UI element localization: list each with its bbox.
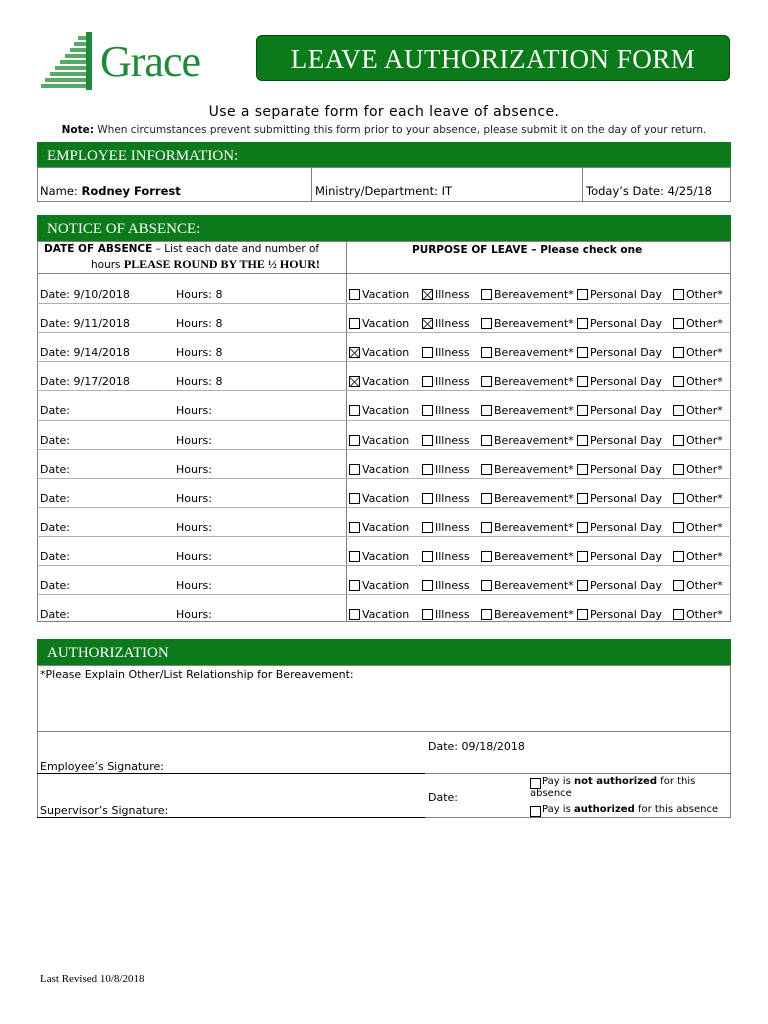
illness-checkbox[interactable] xyxy=(422,464,433,475)
vacation-checkbox[interactable] xyxy=(349,609,360,620)
bereavement-checkbox[interactable] xyxy=(481,493,492,504)
date-of-absence-heading: DATE OF ABSENCE – List each date and number of xyxy=(44,243,320,255)
other-checkbox[interactable] xyxy=(673,464,684,475)
illness-label: Illness xyxy=(435,608,470,621)
vacation-checkbox[interactable] xyxy=(349,347,360,358)
todays-date-value: 4/25/18 xyxy=(667,184,712,198)
vacation-label: Vacation xyxy=(362,492,410,505)
illness-checkbox[interactable] xyxy=(422,435,433,446)
absence-date-field[interactable]: Date: xyxy=(40,463,70,476)
absence-hours-field[interactable]: Hours: xyxy=(176,579,212,592)
form-title: LEAVE AUTHORIZATION FORM xyxy=(290,44,696,74)
other-label: Other* xyxy=(686,346,723,359)
absence-hours-field[interactable]: Hours: 8 xyxy=(176,288,223,301)
bereavement-label: Bereavement* xyxy=(494,404,574,417)
form-title-banner xyxy=(256,35,730,81)
absence-date-field[interactable]: Date: 9/14/2018 xyxy=(40,346,130,359)
vacation-checkbox[interactable] xyxy=(349,435,360,446)
vacation-checkbox[interactable] xyxy=(349,580,360,591)
illness-checkbox[interactable] xyxy=(422,551,433,562)
name-label: Name: xyxy=(40,184,78,198)
bereavement-checkbox[interactable] xyxy=(481,580,492,591)
department-label: Ministry/Department: xyxy=(315,184,442,198)
personal-day-label: Personal Day xyxy=(590,317,662,330)
absence-date-field[interactable]: Date: xyxy=(40,608,70,621)
other-label: Other* xyxy=(686,521,723,534)
bereavement-label: Bereavement* xyxy=(494,463,574,476)
bereavement-checkbox[interactable] xyxy=(481,609,492,620)
absence-date-field[interactable]: Date: xyxy=(40,404,70,417)
department-field[interactable] xyxy=(315,184,452,198)
illness-label: Illness xyxy=(435,404,470,417)
vacation-label: Vacation xyxy=(362,404,410,417)
vacation-label: Vacation xyxy=(362,550,410,563)
absence-date-field[interactable]: Date: 9/10/2018 xyxy=(40,288,130,301)
other-label: Other* xyxy=(686,375,723,388)
employee-date-field[interactable]: Date: 09/18/2018 xyxy=(428,740,525,753)
personal-day-checkbox[interactable] xyxy=(577,551,588,562)
illness-label: Illness xyxy=(435,492,470,505)
vacation-checkbox[interactable] xyxy=(349,289,360,300)
absence-date-field[interactable]: Date: 9/17/2018 xyxy=(40,375,130,388)
vacation-checkbox[interactable] xyxy=(349,522,360,533)
absence-hours-field[interactable]: Hours: xyxy=(176,434,212,447)
other-checkbox[interactable] xyxy=(673,347,684,358)
illness-checkbox[interactable] xyxy=(422,609,433,620)
illness-checkbox[interactable] xyxy=(422,289,433,300)
personal-day-label: Personal Day xyxy=(590,404,662,417)
department-value: IT xyxy=(441,184,453,198)
bereavement-label: Bereavement* xyxy=(494,550,574,563)
other-checkbox[interactable] xyxy=(673,289,684,300)
authorization-box xyxy=(37,665,731,818)
other-checkbox[interactable] xyxy=(673,435,684,446)
personal-day-checkbox[interactable] xyxy=(577,376,588,387)
personal-day-checkbox[interactable] xyxy=(577,609,588,620)
bereavement-checkbox[interactable] xyxy=(481,435,492,446)
bereavement-checkbox[interactable] xyxy=(481,318,492,329)
personal-day-checkbox[interactable] xyxy=(577,347,588,358)
other-label: Other* xyxy=(686,463,723,476)
absence-date-field[interactable]: Date: xyxy=(40,550,70,563)
vacation-label: Vacation xyxy=(362,346,410,359)
illness-label: Illness xyxy=(435,550,470,563)
bereavement-checkbox[interactable] xyxy=(481,551,492,562)
note-label: Note: xyxy=(61,124,94,136)
vacation-label: Vacation xyxy=(362,375,410,388)
personal-day-label: Personal Day xyxy=(590,463,662,476)
bereavement-label: Bereavement* xyxy=(494,375,574,388)
authorization-header: AUTHORIZATION xyxy=(37,639,731,665)
note xyxy=(0,124,768,136)
personal-day-label: Personal Day xyxy=(590,346,662,359)
absence-hours-field[interactable]: Hours: xyxy=(176,463,212,476)
bereavement-label: Bereavement* xyxy=(494,521,574,534)
other-label: Other* xyxy=(686,492,723,505)
illness-label: Illness xyxy=(435,288,470,301)
other-label: Other* xyxy=(686,608,723,621)
illness-checkbox[interactable] xyxy=(422,405,433,416)
other-label: Other* xyxy=(686,579,723,592)
subtitle: Use a separate form for each leave of absence. xyxy=(208,104,560,120)
bereavement-label: Bereavement* xyxy=(494,434,574,447)
vacation-checkbox[interactable] xyxy=(349,551,360,562)
other-checkbox[interactable] xyxy=(673,376,684,387)
other-checkbox[interactable] xyxy=(673,580,684,591)
absence-date-field[interactable]: Date: xyxy=(40,434,70,447)
name-field[interactable] xyxy=(40,184,181,198)
pay-authorized-checkbox[interactable] xyxy=(530,806,541,817)
personal-day-label: Personal Day xyxy=(590,608,662,621)
pay-not-authorized-label: Pay is not authorized for this xyxy=(542,776,696,787)
personal-day-checkbox[interactable] xyxy=(577,464,588,475)
personal-day-checkbox[interactable] xyxy=(577,289,588,300)
vacation-label: Vacation xyxy=(362,608,410,621)
illness-label: Illness xyxy=(435,317,470,330)
absence-hours-field[interactable]: Hours: 8 xyxy=(176,346,223,359)
personal-day-label: Personal Day xyxy=(590,375,662,388)
vacation-checkbox[interactable] xyxy=(349,493,360,504)
absence-hours-field[interactable]: Hours: xyxy=(176,404,212,417)
bereavement-label: Bereavement* xyxy=(494,608,574,621)
vacation-checkbox[interactable] xyxy=(349,464,360,475)
other-checkbox[interactable] xyxy=(673,522,684,533)
personal-day-label: Personal Day xyxy=(590,288,662,301)
illness-label: Illness xyxy=(435,521,470,534)
bereavement-label: Bereavement* xyxy=(494,492,574,505)
pay-authorized-label: Pay is authorized for this absence xyxy=(542,804,719,815)
personal-day-label: Personal Day xyxy=(590,579,662,592)
notice-header: NOTICE OF ABSENCE: xyxy=(37,215,731,241)
illness-checkbox[interactable] xyxy=(422,493,433,504)
vacation-label: Vacation xyxy=(362,579,410,592)
bereavement-checkbox[interactable] xyxy=(481,376,492,387)
bereavement-label: Bereavement* xyxy=(494,346,574,359)
personal-day-checkbox[interactable] xyxy=(577,580,588,591)
illness-checkbox[interactable] xyxy=(422,318,433,329)
absence-date-field[interactable]: Date: 9/11/2018 xyxy=(40,317,130,330)
todays-date-label: Today’s Date: xyxy=(586,184,668,198)
bereavement-label: Bereavement* xyxy=(494,317,574,330)
absence-hours-field[interactable]: Hours: xyxy=(176,550,212,563)
illness-label: Illness xyxy=(435,375,470,388)
brand-name: Grace xyxy=(100,37,201,86)
personal-day-label: Personal Day xyxy=(590,492,662,505)
other-label: Other* xyxy=(686,550,723,563)
other-label: Other* xyxy=(686,404,723,417)
supervisor-date-field[interactable]: Date: xyxy=(428,791,458,804)
bereavement-checkbox[interactable] xyxy=(481,347,492,358)
vacation-checkbox[interactable] xyxy=(349,405,360,416)
purpose-of-leave-heading: PURPOSE OF LEAVE – Please check one xyxy=(412,244,643,256)
other-label: Other* xyxy=(686,288,723,301)
personal-day-label: Personal Day xyxy=(590,521,662,534)
illness-label: Illness xyxy=(435,579,470,592)
personal-day-checkbox[interactable] xyxy=(577,522,588,533)
other-checkbox[interactable] xyxy=(673,493,684,504)
personal-day-label: Personal Day xyxy=(590,550,662,563)
employee-signature-field[interactable]: Employee’s Signature: xyxy=(40,760,164,773)
personal-day-checkbox[interactable] xyxy=(577,318,588,329)
bereavement-checkbox[interactable] xyxy=(481,405,492,416)
vacation-label: Vacation xyxy=(362,521,410,534)
absence-date-field[interactable]: Date: xyxy=(40,492,70,505)
name-value: Rodney Forrest xyxy=(81,184,181,198)
other-label: Other* xyxy=(686,434,723,447)
bereavement-label: Bereavement* xyxy=(494,579,574,592)
stairs-logo-icon xyxy=(38,32,100,98)
illness-checkbox[interactable] xyxy=(422,347,433,358)
absence-hours-field[interactable]: Hours: xyxy=(176,492,212,505)
pay-not-authorized-label-line2: absence xyxy=(530,788,572,799)
absence-hours-field[interactable]: Hours: 8 xyxy=(176,317,223,330)
personal-day-label: Personal Day xyxy=(590,434,662,447)
illness-label: Illness xyxy=(435,346,470,359)
absence-date-field[interactable]: Date: xyxy=(40,579,70,592)
vacation-checkbox[interactable] xyxy=(349,318,360,329)
vacation-label: Vacation xyxy=(362,288,410,301)
round-instruction: hours PLEASE ROUND BY THE ½ HOUR! xyxy=(91,257,320,271)
absence-date-field[interactable]: Date: xyxy=(40,521,70,534)
bereavement-label: Bereavement* xyxy=(494,288,574,301)
personal-day-checkbox[interactable] xyxy=(577,493,588,504)
other-checkbox[interactable] xyxy=(673,405,684,416)
vacation-label: Vacation xyxy=(362,434,410,447)
other-label: Other* xyxy=(686,317,723,330)
bereavement-checkbox[interactable] xyxy=(481,289,492,300)
illness-checkbox[interactable] xyxy=(422,522,433,533)
last-revised: Last Revised 10/8/2018 xyxy=(40,973,145,985)
supervisor-signature-field[interactable]: Supervisor’s Signature: xyxy=(40,804,169,817)
illness-label: Illness xyxy=(435,434,470,447)
explain-field[interactable]: *Please Explain Other/List Relationship for Bereavement: xyxy=(40,668,354,681)
grace-logo xyxy=(38,32,218,98)
personal-day-checkbox[interactable] xyxy=(577,435,588,446)
illness-label: Illness xyxy=(435,463,470,476)
vacation-label: Vacation xyxy=(362,317,410,330)
note-text: When circumstances prevent submitting this form prior to your absence, please submit it on the day of your return. xyxy=(93,124,707,136)
absence-hours-field[interactable]: Hours: xyxy=(176,521,212,534)
other-checkbox[interactable] xyxy=(673,318,684,329)
other-checkbox[interactable] xyxy=(673,551,684,562)
bereavement-checkbox[interactable] xyxy=(481,464,492,475)
personal-day-checkbox[interactable] xyxy=(577,405,588,416)
vacation-checkbox[interactable] xyxy=(349,376,360,387)
illness-checkbox[interactable] xyxy=(422,376,433,387)
illness-checkbox[interactable] xyxy=(422,580,433,591)
bereavement-checkbox[interactable] xyxy=(481,522,492,533)
other-checkbox[interactable] xyxy=(673,609,684,620)
employee-info-header: EMPLOYEE INFORMATION: xyxy=(37,142,731,168)
todays-date-field[interactable] xyxy=(586,184,712,198)
vacation-label: Vacation xyxy=(362,463,410,476)
absence-hours-field[interactable]: Hours: 8 xyxy=(176,375,223,388)
absence-hours-field[interactable]: Hours: xyxy=(176,608,212,621)
